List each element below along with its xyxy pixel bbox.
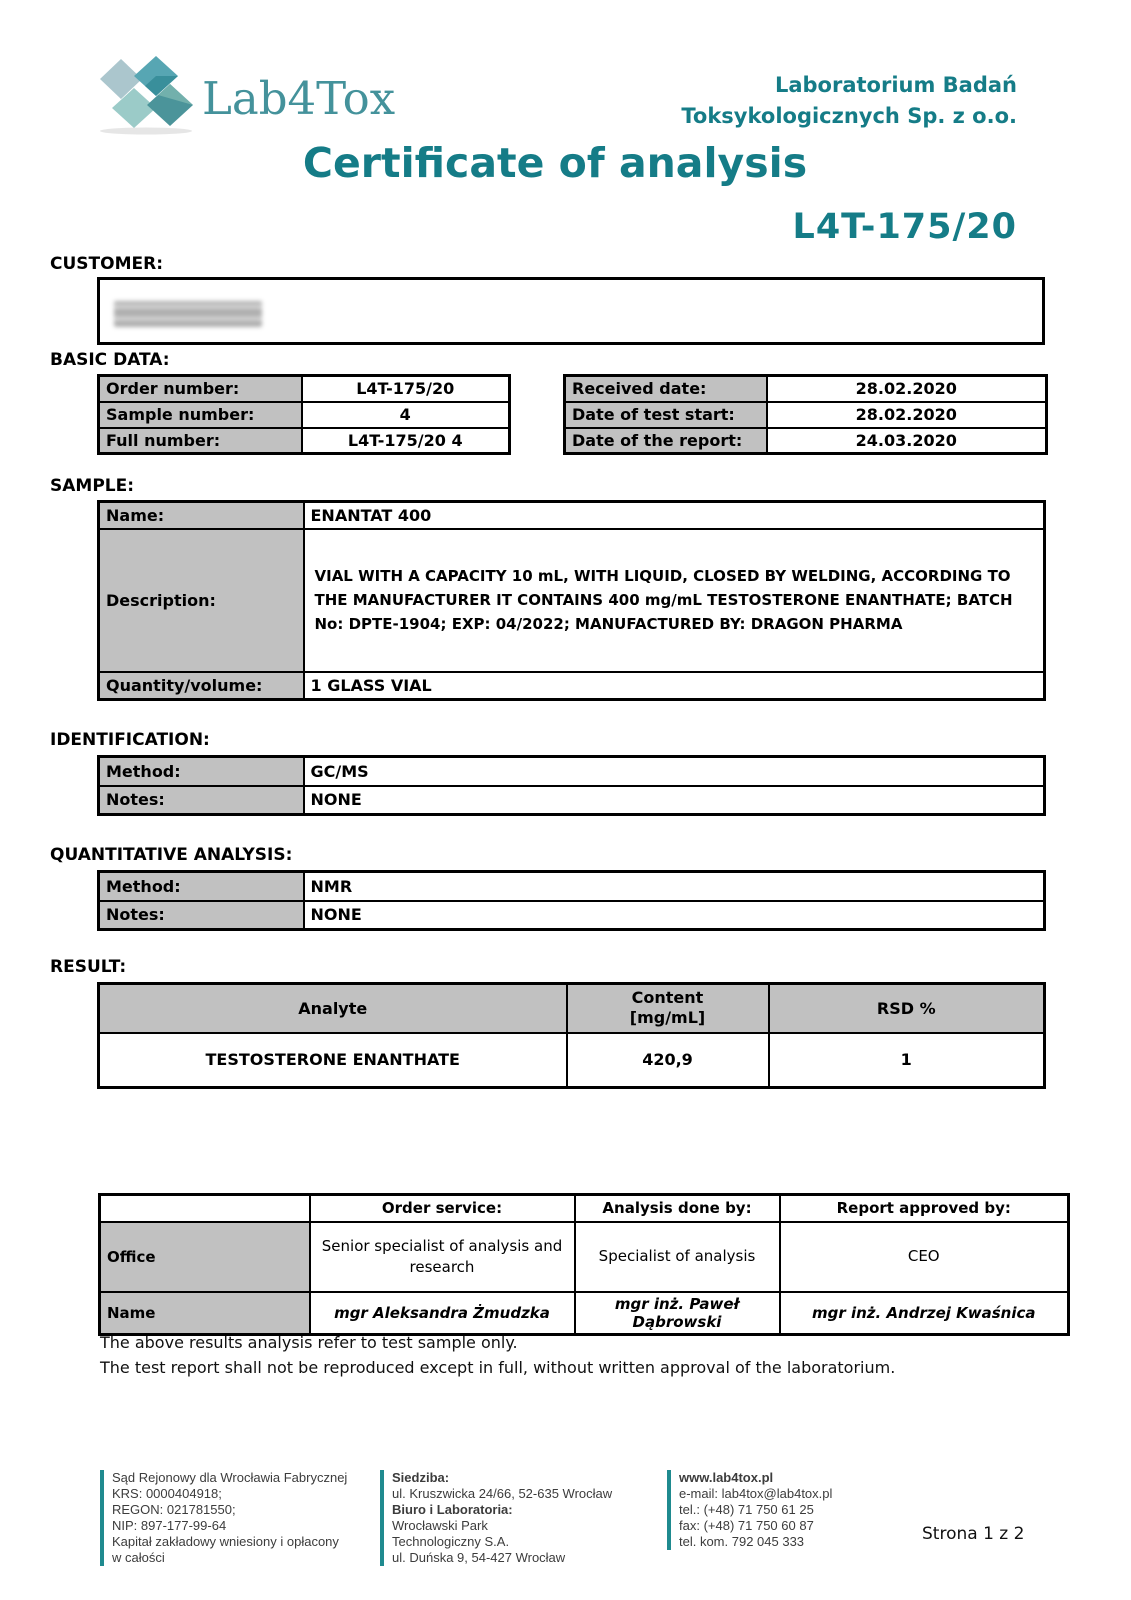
signoff-header-report-approved: Report approved by: <box>780 1195 1069 1222</box>
section-label-customer: CUSTOMER: <box>50 254 163 274</box>
section-label-sample: SAMPLE: <box>50 476 135 496</box>
full-number-label: Full number: <box>99 428 302 454</box>
footer-line: REGON: 021781550; <box>112 1502 236 1517</box>
table-row <box>99 872 1045 901</box>
footer-line: Kapitał zakładowy wniesiony i opłacony <box>112 1534 339 1549</box>
lab4tox-logo-icon <box>96 56 196 140</box>
report-date-value: 24.03.2020 <box>767 428 1047 454</box>
footer-fax: fax: (+48) 71 750 60 87 <box>679 1518 814 1533</box>
section-label-quantitative: QUANTITATIVE ANALYSIS: <box>50 845 293 865</box>
result-header-rsd: RSD % <box>769 984 1045 1033</box>
identification-notes-value: NONE <box>304 786 1045 815</box>
sample-table <box>97 500 1046 701</box>
basic-data-left-table <box>97 374 511 455</box>
table-row <box>99 402 510 428</box>
quantitative-method-value: NMR <box>304 872 1045 901</box>
signoff-office-report-approved: CEO <box>780 1222 1069 1292</box>
identification-method-value: GC/MS <box>304 757 1045 786</box>
page-title: Certificate of analysis <box>302 139 808 187</box>
table-row <box>100 1222 1069 1292</box>
signoff-header-order-service: Order service: <box>310 1195 575 1222</box>
disclaimer-line2: The test report shall not be reproduced except in full, without written approval of the laboratorium. <box>100 1358 896 1377</box>
report-date-label: Date of the report: <box>565 428 767 454</box>
disclaimer-line1: The above results analysis refer to test sample only. <box>100 1333 518 1352</box>
footer-registry-column <box>100 1470 352 1566</box>
result-content-value: 420,9 <box>567 1033 769 1088</box>
result-analyte-value: TESTOSTERONE ENANTHATE <box>99 1033 567 1088</box>
quantitative-notes-label: Notes: <box>99 901 304 930</box>
received-date-label: Received date: <box>565 376 767 402</box>
footer-address-column <box>380 1470 645 1566</box>
signoff-name-order-service: mgr Aleksandra Żmudzka <box>310 1292 575 1335</box>
full-number-value: L4T-175/20 4 <box>302 428 510 454</box>
table-row <box>565 376 1047 402</box>
footer-line: ul. Kruszwicka 24/66, 52-635 Wrocław <box>392 1486 613 1501</box>
sample-description-value: VIAL WITH A CAPACITY 10 mL, WITH LIQUID, CLOSED BY WELDING, ACCORDING TO THE MANUFACTURER IT CONTAINS 400 mg/mL TESTOSTERONE ENANTHATE; BATCH No: DPTE-1904; EXP: 04/2022; MANUFACTURED BY: DRAGON PHARMA <box>304 529 1045 672</box>
section-label-result: RESULT: <box>50 957 127 977</box>
signoff-name-label: Name <box>100 1292 310 1335</box>
page-indicator: Strona 1 z 2 <box>922 1524 1025 1544</box>
table-row <box>99 901 1045 930</box>
sample-description-label: Description: <box>99 529 304 672</box>
footer-line: Wrocławski Park <box>392 1518 488 1533</box>
quantitative-method-label: Method: <box>99 872 304 901</box>
result-header-content-line1: Content <box>631 988 704 1008</box>
signoff-office-order-service: Senior specialist of analysis and research <box>310 1222 575 1292</box>
signoff-header-analysis-done: Analysis done by: <box>575 1195 780 1222</box>
company-name-line2: Toksykologicznych Sp. z o.o. <box>681 104 1017 128</box>
table-row <box>99 672 1045 700</box>
result-header-analyte: Analyte <box>99 984 567 1033</box>
signoff-office-label: Office <box>100 1222 310 1292</box>
section-label-basic-data: BASIC DATA: <box>50 350 170 370</box>
footer-contact-column <box>667 1470 902 1550</box>
result-header-content <box>567 984 769 1033</box>
sample-number-value: 4 <box>302 402 510 428</box>
disclaimer-notes <box>100 1330 895 1380</box>
quantitative-notes-value: NONE <box>304 901 1045 930</box>
lab4tox-logo-text: Lab4Tox <box>202 71 396 125</box>
signoff-empty-cell <box>100 1195 310 1222</box>
table-row <box>99 786 1045 815</box>
table-row <box>565 428 1047 454</box>
signoff-table <box>98 1193 1070 1336</box>
table-header-row <box>100 1195 1069 1222</box>
quantitative-table <box>97 870 1046 931</box>
signoff-name-report-approved: mgr inż. Andrzej Kwaśnica <box>780 1292 1069 1335</box>
footer-line: Siedziba: <box>392 1470 450 1485</box>
sample-name-label: Name: <box>99 502 304 529</box>
identification-notes-label: Notes: <box>99 786 304 815</box>
test-start-date-label: Date of test start: <box>565 402 767 428</box>
received-date-value: 28.02.2020 <box>767 376 1047 402</box>
order-number-value: L4T-175/20 <box>302 376 510 402</box>
company-name-line1: Laboratorium Badań <box>774 73 1017 97</box>
table-row <box>100 1292 1069 1335</box>
customer-box <box>97 277 1045 345</box>
table-row <box>99 502 1045 529</box>
basic-data-right-table <box>563 374 1048 455</box>
table-row <box>99 376 510 402</box>
redacted-customer-info <box>114 301 262 327</box>
section-label-identification: IDENTIFICATION: <box>50 730 210 750</box>
table-row <box>99 428 510 454</box>
footer-line: Biuro i Laboratoria: <box>392 1502 513 1517</box>
footer-line: KRS: 0000404918; <box>112 1486 222 1501</box>
sample-quantity-label: Quantity/volume: <box>99 672 304 700</box>
signoff-name-analysis-done: mgr inż. Paweł Dąbrowski <box>575 1292 780 1335</box>
report-number: L4T-175/20 <box>792 207 1017 247</box>
sample-number-label: Sample number: <box>99 402 302 428</box>
table-row <box>99 757 1045 786</box>
table-header-row <box>99 984 1045 1033</box>
signoff-office-analysis-done: Specialist of analysis <box>575 1222 780 1292</box>
sample-quantity-value: 1 GLASS VIAL <box>304 672 1045 700</box>
test-start-date-value: 28.02.2020 <box>767 402 1047 428</box>
company-name <box>681 70 1017 132</box>
footer-line: Technologiczny S.A. <box>392 1534 510 1549</box>
identification-table <box>97 755 1046 816</box>
lab4tox-logo <box>96 56 395 140</box>
result-rsd-value: 1 <box>769 1033 1045 1088</box>
footer-email: e-mail: lab4tox@lab4tox.pl <box>679 1486 833 1501</box>
footer-line: NIP: 897-177-99-64 <box>112 1518 227 1533</box>
result-header-content-line2: [mg/mL] <box>629 1008 706 1028</box>
table-row <box>99 1033 1045 1088</box>
footer-line: w całości <box>112 1550 165 1565</box>
footer-mobile: tel. kom. 792 045 333 <box>679 1534 805 1549</box>
footer-line: ul. Duńska 9, 54-427 Wrocław <box>392 1550 566 1565</box>
sample-name-value: ENANTAT 400 <box>304 502 1045 529</box>
table-row <box>99 529 1045 672</box>
identification-method-label: Method: <box>99 757 304 786</box>
footer-phone: tel.: (+48) 71 750 61 25 <box>679 1502 814 1517</box>
table-row <box>565 402 1047 428</box>
footer-line: Sąd Rejonowy dla Wrocławia Fabrycznej <box>112 1470 348 1485</box>
footer-website: www.lab4tox.pl <box>679 1470 774 1485</box>
order-number-label: Order number: <box>99 376 302 402</box>
result-table <box>97 982 1046 1089</box>
